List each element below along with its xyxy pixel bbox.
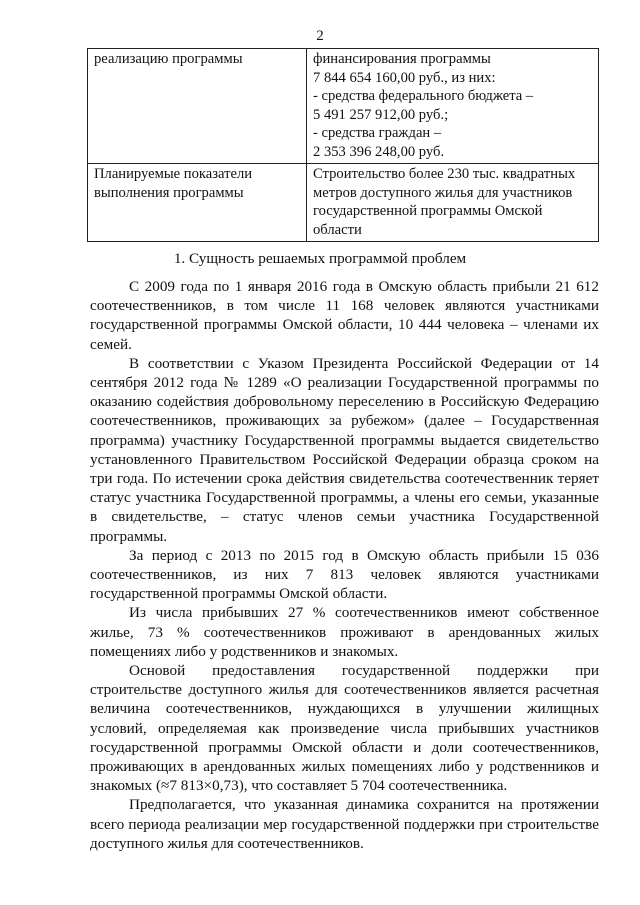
table-line: Строительство более 230 тыс. квадратных <box>313 166 576 182</box>
table-line: 2 353 396 248,00 руб. <box>313 143 445 160</box>
paragraph: В соответствии с Указом Президента Российской Федерации от 14 сентября 2012 года № 1289 «О реализации Государственной программы по оказанию содействия добровольному переселению в Российскую Федерацию соотечественников, проживающих за рубежом» (далее – Государственная программа) участнику Государственной программы выдается свидетельство установленного Правительством Российской Федерации образца сроком на три года. По истечении срока действия свидетельства соотечественник теряет статус участника Государственной программы, а члены его семьи, указанные в свидетельстве, – статус членов семьи участника Государственной программы. <box>90 354 599 545</box>
table-line: 7 844 654 160,00 руб., из них: <box>313 69 496 86</box>
table-line: метров доступного жилья для участников <box>313 184 573 201</box>
table-cell-label <box>88 164 307 242</box>
table-line: 5 491 257 912,00 руб.; <box>313 106 449 123</box>
body-text <box>90 277 599 853</box>
paragraph: Предполагается, что указанная динамика сохранится на протяжении всего периода реализации мер государственной поддержки при строительстве доступного жилья для соотечественников. <box>90 796 599 852</box>
paragraph: Из числа прибывших 27 % соотечественников имеют собственное жилье, 73 % соотечественников проживают в арендованных жилых помещениях либо у родственников и знакомых. <box>90 604 599 660</box>
table-cell-value <box>307 164 599 242</box>
table-line: выполнения программы <box>94 184 244 201</box>
page-number: 2 <box>316 28 324 44</box>
table-cell-label: реализацию программы <box>88 49 307 164</box>
program-summary-table <box>87 48 599 242</box>
table-cell-value <box>307 49 599 164</box>
table-line: - средства федерального бюджета – <box>313 88 534 104</box>
table-line: государственной программы Омской <box>313 203 543 219</box>
table-line: области <box>313 221 362 238</box>
table-line: - средства граждан – <box>313 125 442 141</box>
paragraph: Основой предоставления государственной поддержки при строительстве доступного жилья для соотечественников является расчетная величина соотечественников, нуждающихся в улучшении жилищных условий, определяемая как произведение числа прибывших участников государственной программы Омской области и доли соотечественников, проживающих в арендованных жилых помещениях либо у родственников и знакомых (≈7 813×0,73), что составляет 5 704 соотечественника. <box>90 662 599 795</box>
section-heading: 1. Сущность решаемых программой проблем <box>173 250 467 267</box>
table-row <box>88 164 599 242</box>
table-line: финансирования программы <box>313 51 491 67</box>
paragraph: С 2009 года по 1 января 2016 года в Омскую область прибыли 21 612 соотечественников, в том числе 11 168 человек являются участниками государственной программы Омской области, 10 444 человека – членами их семей. <box>90 278 599 353</box>
paragraph: За период с 2013 по 2015 год в Омскую область прибыли 15 036 соотечественников, из них 7 813 человек являются участниками государственной программы Омской области. <box>90 546 599 603</box>
table-row <box>88 49 599 164</box>
table-line: Планируемые показатели <box>94 166 253 182</box>
